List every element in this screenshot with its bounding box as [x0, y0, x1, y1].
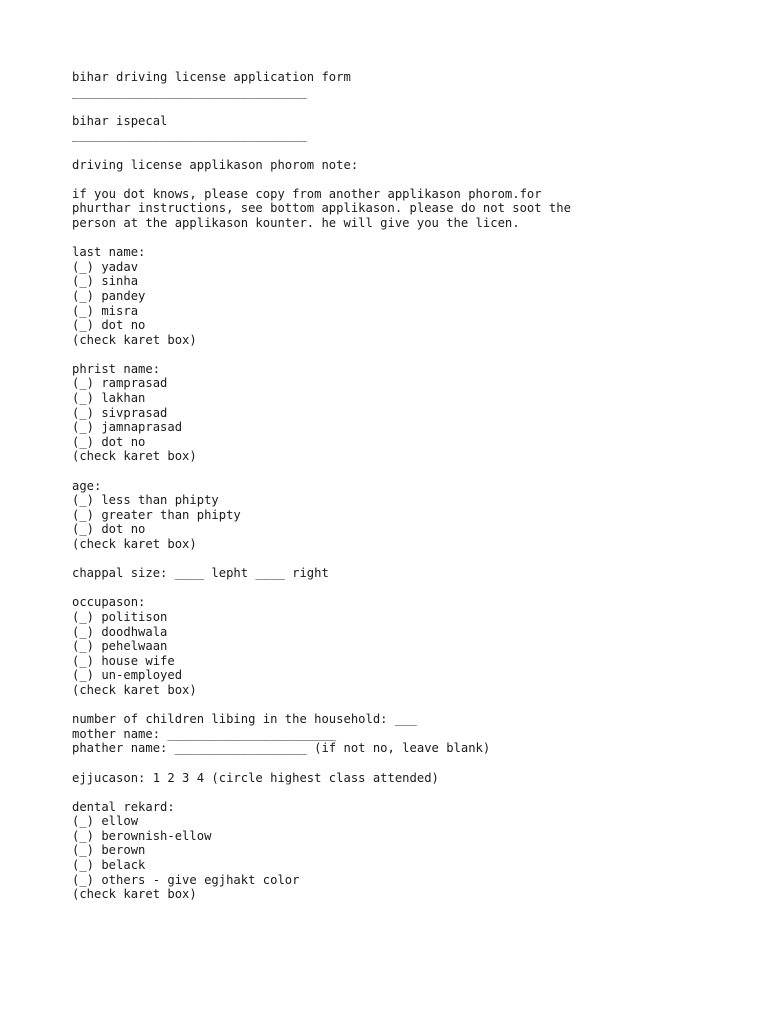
occupation-option-politison[interactable]: (_) politison	[72, 609, 168, 624]
spacer	[72, 552, 752, 567]
spacer	[72, 231, 752, 246]
spacer	[72, 172, 752, 187]
title-underline: ________________________________	[72, 84, 307, 99]
spacer	[72, 785, 752, 800]
age-option-greater[interactable]: (_) greater than phipty	[72, 507, 241, 522]
occupation-section	[72, 595, 752, 697]
dental-option-ellow[interactable]: (_) ellow	[72, 814, 139, 829]
spacer	[72, 99, 752, 114]
form-title: bihar driving license application form	[72, 70, 351, 84]
note-heading: driving license applikason phorom note:	[72, 157, 359, 172]
children-count-field[interactable]: number of children libing in the household: ___	[72, 712, 417, 727]
spacer	[72, 756, 752, 771]
occupation-option-un-employed[interactable]: (_) un-employed	[72, 668, 183, 683]
occupation-option-doodhwala[interactable]: (_) doodhwala	[72, 624, 168, 639]
occupation-instruction: (check karet box)	[72, 682, 197, 697]
first-name-instruction: (check karet box)	[72, 449, 197, 464]
age-option-dot-no[interactable]: (_) dot no	[72, 522, 146, 537]
age-instruction: (check karet box)	[72, 537, 197, 551]
note-line: person at the applikason kounter. he will give you the licen.	[72, 215, 520, 230]
last-name-option-dot-no[interactable]: (_) dot no	[72, 318, 146, 333]
dental-option-belack[interactable]: (_) belack	[72, 858, 146, 873]
age-option-less[interactable]: (_) less than phipty	[72, 493, 219, 508]
age-label: age:	[72, 478, 102, 493]
father-name-field[interactable]: phather name: __________________ (if not no, leave blank)	[72, 741, 491, 756]
first-name-section	[72, 362, 752, 464]
last-name-instruction: (check karet box)	[72, 332, 197, 347]
dental-label: dental rekard:	[72, 799, 175, 814]
first-name-option-sivprasad[interactable]: (_) sivprasad	[72, 405, 168, 420]
spacer	[72, 347, 752, 362]
last-name-option-sinha[interactable]: (_) sinha	[72, 274, 139, 289]
last-name-section	[72, 245, 752, 347]
dental-option-berown[interactable]: (_) berown	[72, 843, 146, 858]
last-name-option-misra[interactable]: (_) misra	[72, 303, 139, 318]
last-name-option-pandey[interactable]: (_) pandey	[72, 288, 146, 303]
dental-option-others[interactable]: (_) others - give egjhakt color	[72, 872, 300, 887]
first-name-option-dot-no[interactable]: (_) dot no	[72, 434, 146, 449]
age-section	[72, 479, 752, 552]
spacer	[72, 581, 752, 596]
last-name-label: last name:	[72, 245, 146, 260]
occupation-option-house-wife[interactable]: (_) house wife	[72, 653, 175, 668]
spacer	[72, 464, 752, 479]
first-name-option-jamnaprasad[interactable]: (_) jamnaprasad	[72, 420, 183, 435]
spacer	[72, 698, 752, 713]
first-name-option-lakhan[interactable]: (_) lakhan	[72, 391, 146, 406]
note-line: phurthar instructions, see bottom applikason. please do not soot the	[72, 201, 571, 216]
dental-instruction: (check karet box)	[72, 887, 197, 902]
occupation-label: occupason:	[72, 595, 146, 610]
chappal-size-field[interactable]: chappal size: ____ lepht ____ right	[72, 566, 329, 581]
note-line: if you dot knows, please copy from another applikason phorom.for	[72, 186, 542, 201]
spacer	[72, 143, 752, 158]
education-field[interactable]: ejjucason: 1 2 3 4 (circle highest class attended)	[72, 770, 439, 785]
last-name-option-yadav[interactable]: (_) yadav	[72, 259, 139, 274]
first-name-option-ramprasad[interactable]: (_) ramprasad	[72, 376, 168, 391]
first-name-label: phrist name:	[72, 361, 161, 376]
mother-name-field[interactable]: mother name: _______________________	[72, 726, 337, 741]
dental-option-berownish-ellow[interactable]: (_) berownish-ellow	[72, 828, 212, 843]
occupation-option-pehelwaan[interactable]: (_) pehelwaan	[72, 639, 168, 654]
dental-section	[72, 800, 752, 902]
subtitle-underline: ________________________________	[72, 128, 307, 143]
form-subtitle: bihar ispecal	[72, 113, 168, 128]
form-document	[72, 70, 752, 902]
